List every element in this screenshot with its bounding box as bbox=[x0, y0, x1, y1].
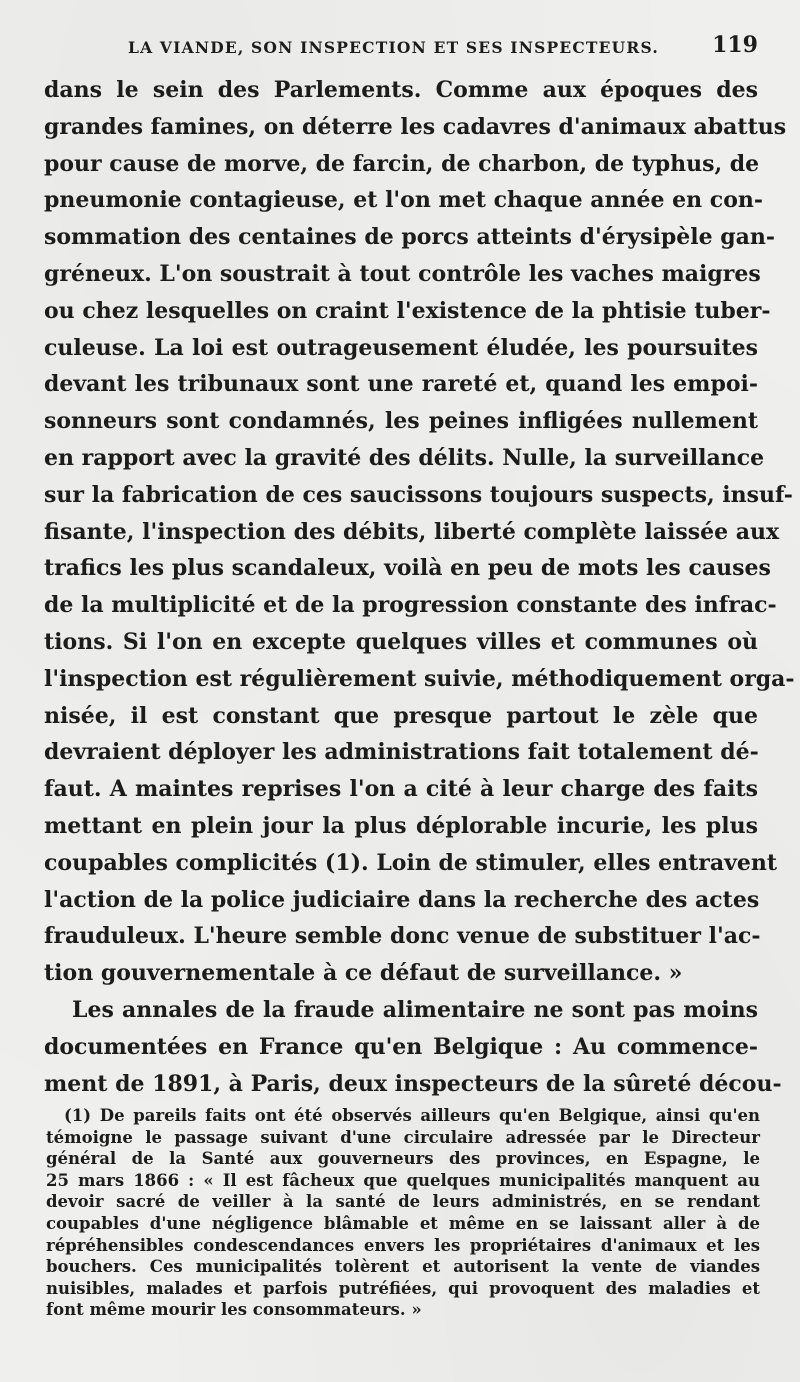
page-number: 119 bbox=[712, 32, 758, 58]
body-line: nisée, il est constant que presque partout le zèle que bbox=[44, 702, 758, 729]
body-line: devraient déployer les administrations fait totalement dé- bbox=[44, 739, 759, 766]
footnote-line: (1) De pareils faits ont été observés ailleurs qu'en Belgique, ainsi qu'en bbox=[64, 1106, 760, 1125]
footnote-line: répréhensibles condescendances envers les propriétaires d'animaux et les bbox=[46, 1235, 760, 1255]
body-line: sur la fabrication de ces saucissons toujours suspects, insuf- bbox=[44, 481, 793, 508]
body-line: fisante, l'inspection des débits, liberté complète laissée aux bbox=[44, 518, 780, 545]
body-line: tions. Si l'on en excepte quelques villes et communes où bbox=[44, 628, 758, 655]
body-text bbox=[44, 72, 795, 1102]
body-line: en rapport avec la gravité des délits. Nulle, la surveillance bbox=[44, 444, 765, 471]
body-line: frauduleux. L'heure semble donc venue de substituer l'ac- bbox=[44, 923, 761, 950]
body-line: sonneurs sont condamnés, les peines infligées nullement bbox=[44, 408, 758, 435]
body-line: Les annales de la fraude alimentaire ne sont pas moins bbox=[72, 996, 758, 1023]
footnote-line: coupables d'une négligence blâmable et même en se laissant aller à de bbox=[46, 1213, 760, 1233]
footnote-line: font même mourir les consommateurs. » bbox=[46, 1300, 422, 1320]
footnote-line: témoigne le passage suivant d'une circulaire adressée par le Directeur bbox=[46, 1127, 760, 1147]
body-line: dans le sein des Parlements. Comme aux époques des bbox=[44, 77, 758, 103]
footnote-line: général de la Santé aux gouverneurs des provinces, en Espagne, le bbox=[46, 1149, 760, 1169]
footnote-line: bouchers. Ces municipalités tolèrent et autorisent la vente de viandes bbox=[46, 1257, 760, 1277]
body-line: tion gouvernementale à ce défaut de surveillance. » bbox=[44, 960, 683, 987]
body-line: l'inspection est régulièrement suivie, méthodiquement orga- bbox=[44, 665, 795, 692]
body-line: faut. A maintes reprises l'on a cité à leur charge des faits bbox=[44, 776, 758, 803]
body-line: ment de 1891, à Paris, deux inspecteurs de la sûreté décou- bbox=[44, 1070, 782, 1097]
body-line: l'action de la police judiciaire dans la recherche des actes bbox=[44, 886, 760, 913]
body-line: devant les tribunaux sont une rareté et, quand les empoi- bbox=[44, 371, 758, 398]
body-line: gréneux. L'on soustrait à tout contrôle les vaches maigres bbox=[44, 260, 761, 287]
body-line: sommation des centaines de porcs atteints d'érysipèle gan- bbox=[44, 224, 775, 251]
body-line: de la multiplicité et de la progression constante des infrac- bbox=[44, 592, 777, 619]
footnote-line: devoir sacré de veiller à la santé de leurs administrés, en se rendant bbox=[46, 1192, 760, 1212]
body-line: coupables complicités (1). Loin de stimuler, elles entravent bbox=[44, 849, 778, 876]
body-line: pneumonie contagieuse, et l'on met chaque année en con- bbox=[44, 187, 764, 214]
body-line: trafics les plus scandaleux, voilà en peu de mots les causes bbox=[44, 555, 771, 582]
body-line: pour cause de morve, de farcin, de charbon, de typhus, de bbox=[44, 150, 760, 177]
body-line: ou chez lesquelles on craint l'existence de la phtisie tuber- bbox=[44, 297, 771, 324]
running-title: LA VIANDE, SON INSPECTION ET SES INSPECTEURS. bbox=[128, 38, 659, 57]
footnote-line: 25 mars 1866 : « Il est fâcheux que quelques municipalités manquent au bbox=[46, 1170, 760, 1190]
body-line: culeuse. La loi est outrageusement éludée, les poursuites bbox=[44, 334, 758, 361]
body-line: grandes famines, on déterre les cadavres d'animaux abattus bbox=[44, 113, 787, 140]
body-line: documentées en France qu'en Belgique : Au commence- bbox=[44, 1033, 758, 1060]
running-header bbox=[42, 30, 758, 66]
body-line: mettant en plein jour la plus déplorable incurie, les plus bbox=[44, 812, 758, 839]
footnote bbox=[46, 1105, 760, 1321]
footnote-line: nuisibles, malades et parfois putréfiées, qui provoquent des maladies et bbox=[46, 1278, 760, 1298]
